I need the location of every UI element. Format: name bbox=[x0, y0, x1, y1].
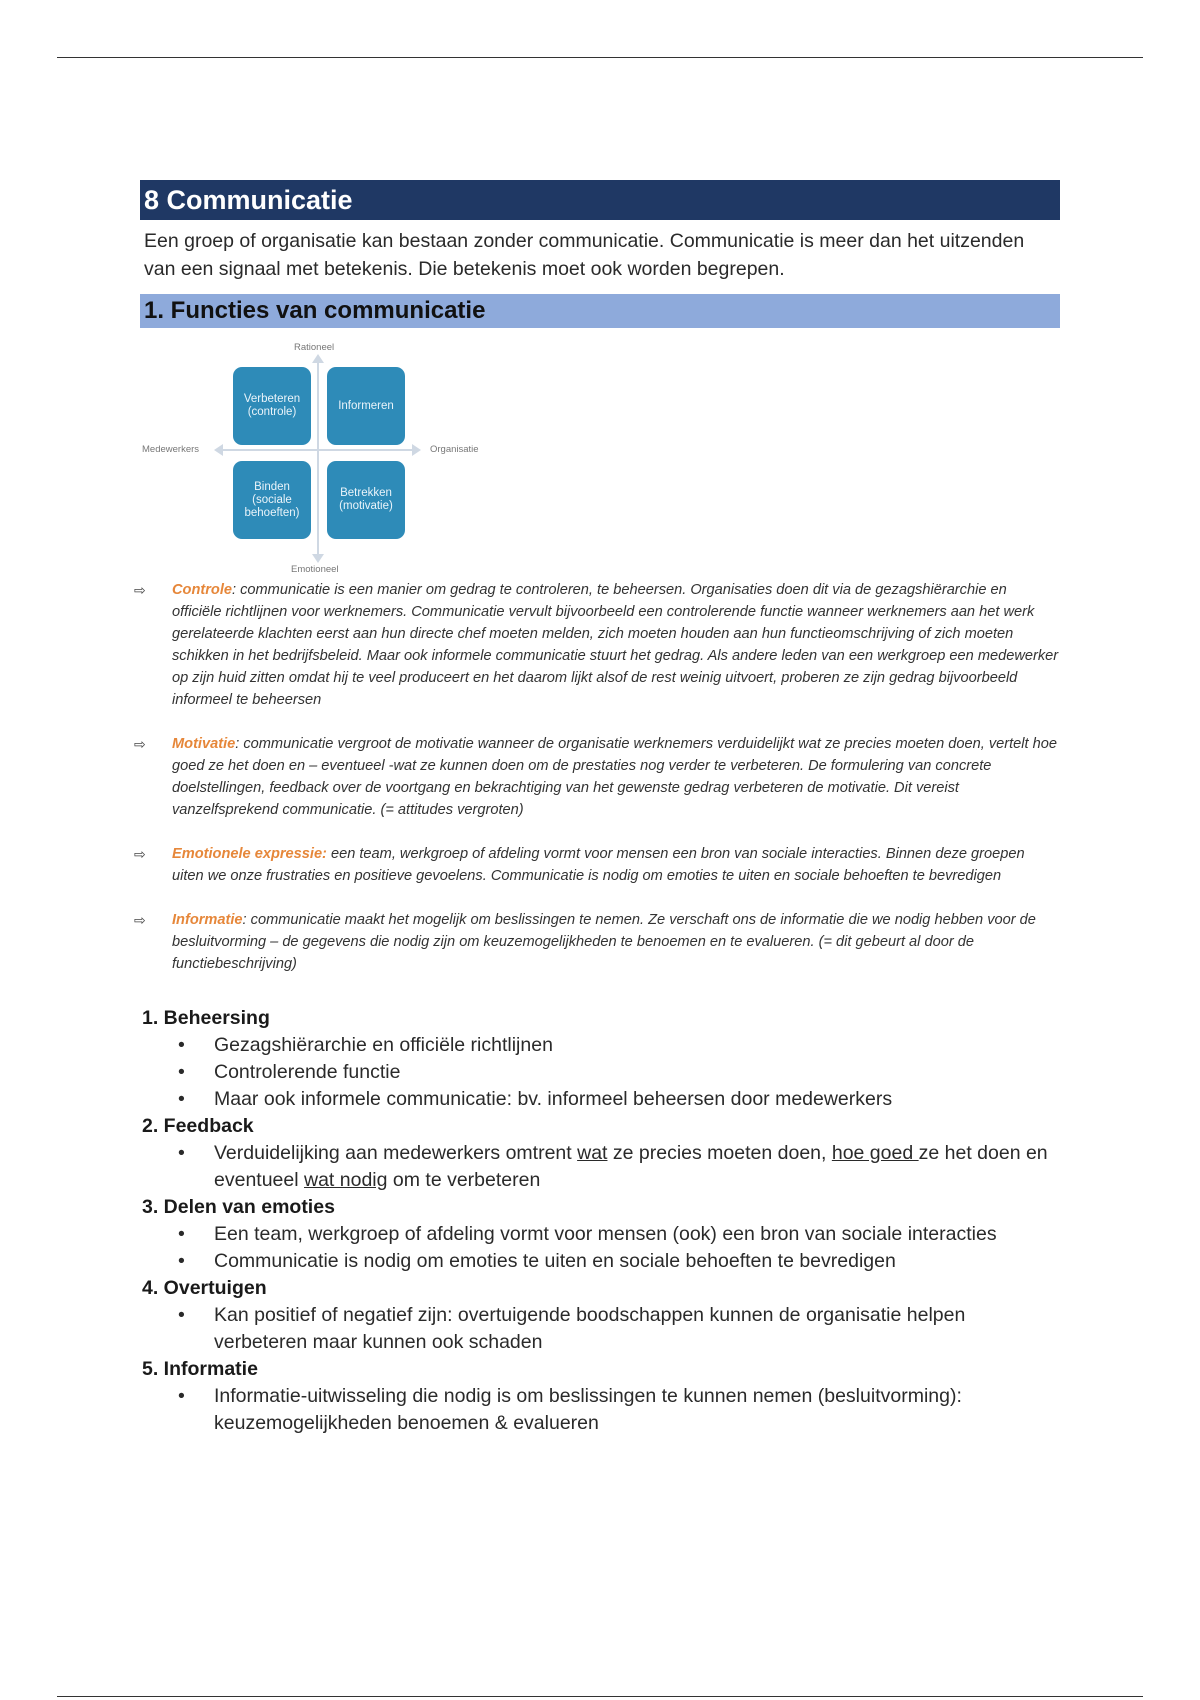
item-motivatie bbox=[134, 733, 1060, 821]
item-emotionele-expressie bbox=[134, 843, 1060, 887]
arrow-down-icon bbox=[312, 554, 324, 563]
text-part: ze precies moeten doen, bbox=[607, 1142, 832, 1164]
quadrant-verbeteren: Verbeteren (controle) bbox=[233, 367, 311, 445]
list-item: • Communicatie is nodig om emoties te uiten en sociale behoeften te bevredigen bbox=[140, 1248, 1060, 1275]
arrow-right-icon bbox=[412, 444, 421, 456]
summary-heading-beheersing: 1. Beheersing bbox=[142, 1007, 270, 1029]
axis-label-top: Rationeel bbox=[294, 342, 335, 353]
text-part: ze het doen en eventueel bbox=[214, 1142, 1048, 1191]
quadrant-binden: Binden (sociale behoeften) bbox=[233, 461, 311, 539]
summary-heading-overtuigen: 4. Overtuigen bbox=[142, 1277, 267, 1299]
header-rule bbox=[57, 57, 1143, 58]
axis-label-bottom: Emotioneel bbox=[291, 564, 339, 575]
text-part: om te verbeteren bbox=[387, 1169, 541, 1191]
bullet-list bbox=[140, 1140, 1060, 1194]
list-item: • Gezagshiërarchie en officiële richtlijnen bbox=[140, 1032, 1060, 1059]
vertical-axis bbox=[317, 360, 319, 556]
list-item: • Controlerende functie bbox=[140, 1059, 1060, 1086]
item-text: : communicatie maakt het mogelijk om beslissingen te nemen. Ze verschaft ons de informatie die we nodig hebben voor de besluitvorming – de gegevens die nodig zijn om keuzemogelijkheden te benoemen en te evalueren. (= dit gebeurt al door de functiebeschrijving) bbox=[172, 912, 1036, 972]
summary-heading-emoties: 3. Delen van emoties bbox=[142, 1196, 335, 1218]
arrow-right-icon: ⇨ bbox=[134, 912, 146, 928]
chapter-title: 8 Communicatie bbox=[140, 180, 1060, 220]
intro-paragraph: Een groep of organisatie kan bestaan zonder communicatie. Communicatie is meer dan het uitzenden van een signaal met betekenis. Die betekenis moet ook worden begrepen. bbox=[144, 230, 1025, 280]
item-term: Emotionele expressie: bbox=[172, 846, 327, 862]
item-informatie bbox=[134, 909, 1060, 975]
underlined-text: hoe goed bbox=[831, 1142, 919, 1164]
underlined-text: wat bbox=[577, 1142, 608, 1164]
item-term: Informatie bbox=[172, 912, 243, 928]
list-item: • Informatie-uitwisseling die nodig is om beslissingen te kunnen nemen (besluitvorming): keuzemogelijkheden benoemen & evalueren bbox=[140, 1383, 1060, 1437]
list-item bbox=[140, 1140, 1060, 1194]
bullet-list bbox=[140, 1302, 1060, 1356]
bullet-list bbox=[140, 1383, 1060, 1437]
underlined-text: wat nodig bbox=[304, 1169, 388, 1191]
item-text: een team, werkgroep of afdeling vormt voor mensen een bron van sociale interacties. Binnen deze groepen uiten we onze frustraties en positieve gevoelens. Communicatie is nodig om emoties te uiten en sociale behoeften te bevredigen bbox=[172, 846, 1025, 884]
section-title: 1. Functies van communicatie bbox=[140, 294, 1060, 328]
arrow-left-icon bbox=[214, 444, 223, 456]
item-text: : communicatie vergroot de motivatie wanneer de organisatie werknemers verduidelijkt wat ze precies moeten doen, vertelt hoe goed ze het doen en – eventueel -wat ze kunnen doen om de prestaties nog verder te verbeteren. De formulering van concrete doelstellingen, feedback over de voortgang en bekrachtiging van het gewenste gedrag verbeteren de motivatie. Dit vereist vanzelfsprekend communicatie. (= attitudes vergroten) bbox=[172, 736, 1057, 818]
item-text: : communicatie is een manier om gedrag te controleren, te beheersen. Organisaties doen dit via de gezagshiërarchie en officiële richtlijnen voor werknemers. Communicatie vervult bijvoorbeeld een controlerende functie wanneer werknemers aan het werk gerelateerde klachten eerst aan hun directe chef moeten melden, zich moeten houden aan hun functieomschrijving of zich moeten schikken in het bedrijfsbeleid. Maar ook informele communicatie stuurt het gedrag. Als andere leden van een werkgroep een medewerker op zijn huid zitten omdat hij te veel produceert en het daarom lijkt alsof de rest weinig uitvoert, proberen ze zijn gedrag bijvoorbeeld informeel te beheersen bbox=[172, 582, 1059, 708]
functions-quadrant-diagram bbox=[140, 342, 500, 577]
item-term: Motivatie bbox=[172, 736, 236, 752]
footer-rule bbox=[57, 1696, 1143, 1697]
list-item: • Een team, werkgroep of afdeling vormt voor mensen (ook) een bron van sociale interacties bbox=[140, 1221, 1060, 1248]
axis-label-left: Medewerkers bbox=[142, 444, 200, 455]
list-item: • Maar ook informele communicatie: bv. informeel beheersen door medewerkers bbox=[140, 1086, 1060, 1113]
arrow-right-icon: ⇨ bbox=[134, 846, 146, 862]
function-items bbox=[134, 579, 1060, 975]
list-item: • Kan positief of negatief zijn: overtuigende boodschappen kunnen de organisatie helpen verbeteren maar kunnen ook schaden bbox=[140, 1302, 1060, 1356]
arrow-up-icon bbox=[312, 354, 324, 363]
axis-label-right: Organisatie bbox=[430, 444, 479, 455]
quadrant-informeren: Informeren bbox=[327, 367, 405, 445]
quadrant-betrekken: Betrekken (motivatie) bbox=[327, 461, 405, 539]
summary-list bbox=[140, 1005, 1060, 1437]
summary-heading-feedback: 2. Feedback bbox=[142, 1115, 254, 1137]
item-controle bbox=[134, 579, 1060, 711]
arrow-right-icon: ⇨ bbox=[134, 582, 146, 598]
bullet-list bbox=[140, 1032, 1060, 1113]
page-content bbox=[134, 180, 1060, 1437]
summary-heading-informatie: 5. Informatie bbox=[142, 1358, 258, 1380]
text-part: Verduidelijking aan medewerkers omtrent bbox=[214, 1142, 578, 1164]
arrow-right-icon: ⇨ bbox=[134, 736, 146, 752]
item-term: Controle bbox=[172, 582, 232, 598]
bullet-list bbox=[140, 1221, 1060, 1275]
horizontal-axis bbox=[222, 449, 412, 451]
